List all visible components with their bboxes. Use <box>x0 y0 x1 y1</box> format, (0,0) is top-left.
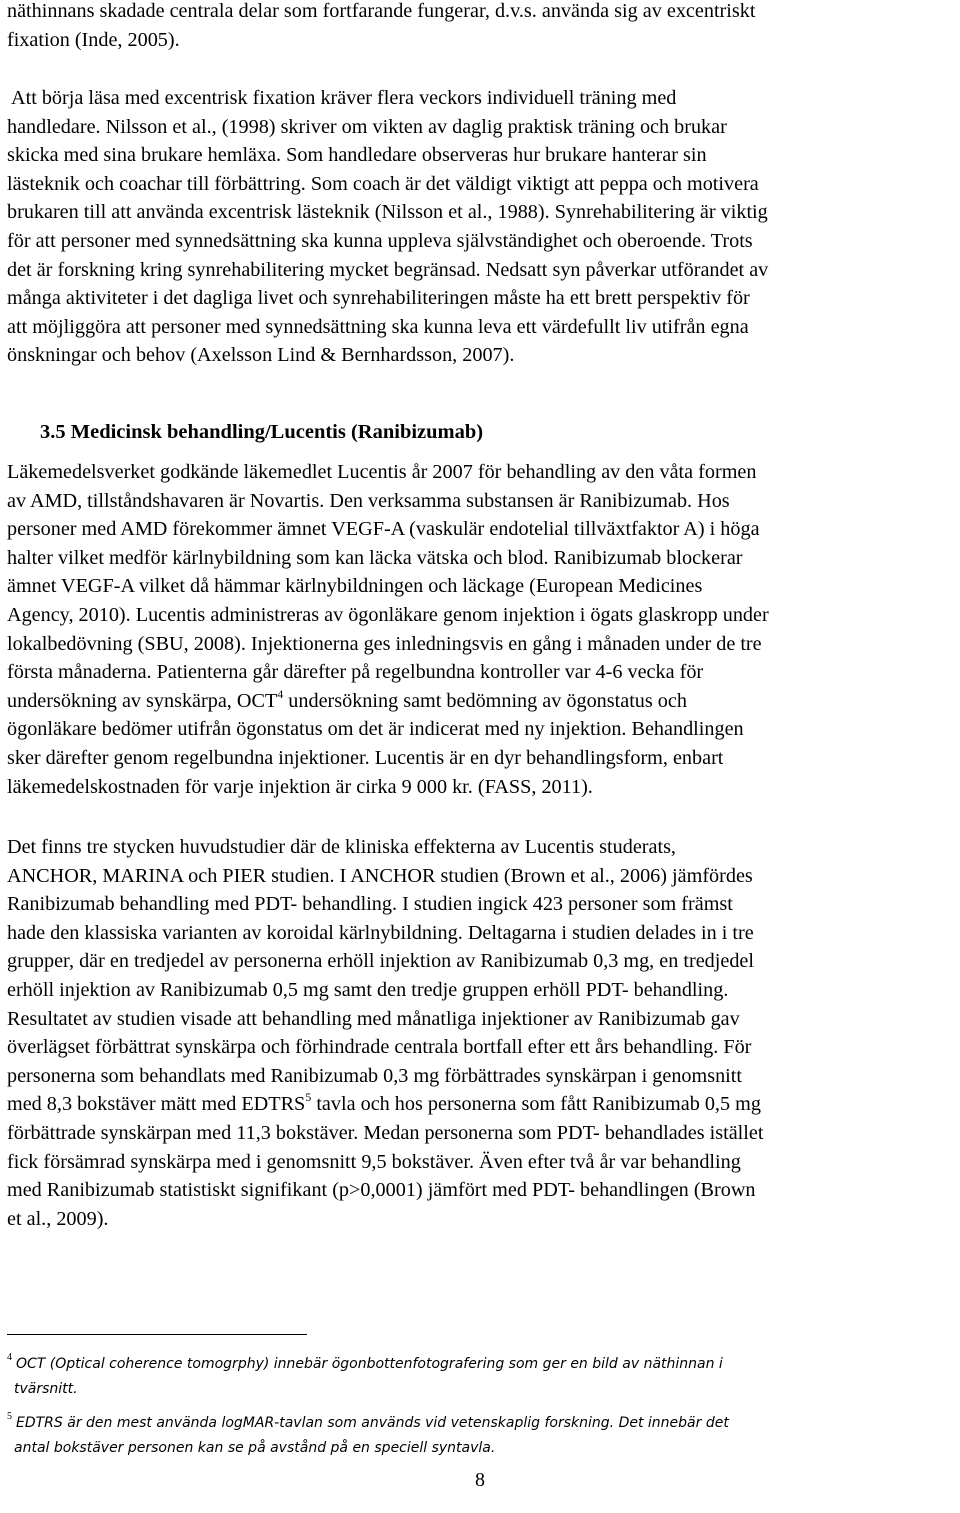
text-line: för att personer med synnedsättning ska kunna uppleva självständighet och oberoende. Trots <box>7 229 753 252</box>
text-line: sker därefter genom regelbundna injektioner. Lucentis är en dyr behandlingsform, enbart <box>7 746 724 769</box>
text-line: av AMD, tillståndshavaren är Novartis. Den verksamma substansen är Ranibizumab. Hos <box>7 489 730 512</box>
text-line: fick försämrad synskärpa med i genomsnitt 9,5 bokstäver. Även efter två år var behandling <box>7 1150 741 1173</box>
footnote-ref-4[interactable]: 4 <box>277 686 284 701</box>
text-line: handledare. Nilsson et al., (1998) skriver om vikten av daglig praktisk träning och brukar <box>7 115 727 138</box>
text-fragment: med 8,3 bokstäver mätt med EDTRS <box>7 1093 306 1116</box>
footnote-line: tvärsnitt. <box>14 1381 78 1397</box>
text-line: att möjliggöra att personer med synnedsättning ska kunna leva ett värdefullt liv utifrån egna <box>7 315 749 338</box>
text-line: med Ranibizumab statistiskt signifikant (p>0,0001) jämfört med PDT- behandlingen (Brown <box>7 1179 756 1202</box>
text-line: förbättrade synskärpan med 11,3 bokstäver. Medan personerna som PDT- behandlades istället <box>7 1121 764 1144</box>
footnote-text: OCT (Optical coherence tomogrphy) innebär ögonbottenfotografering som ger en bild av näthinnan i <box>16 1356 723 1372</box>
text-line: ANCHOR, MARINA och PIER studien. I ANCHOR studien (Brown et al., 2006) jämfördes <box>7 864 753 887</box>
text-line: personerna som behandlats med Ranibizumab 0,3 mg förbättrades synskärpan i genomsnitt <box>7 1064 742 1087</box>
text-line: grupper, där en tredjedel av personerna erhöll injektion av Ranibizumab 0,3 mg, en tredjedel <box>7 950 754 973</box>
text-line: ämnet VEGF-A vilket då hämmar kärlnybildningen och läckage (European Medicines <box>7 575 703 598</box>
paragraph-studies <box>7 833 763 1233</box>
text-line: halter vilket medför kärlnybildning som kan läcka vätska och blod. Ranibizumab blockerar <box>7 546 743 569</box>
text-line: Att börja läsa med excentrisk fixation kräver flera veckors individuell träning med <box>11 87 677 109</box>
footnote-separator <box>7 1334 307 1335</box>
footnote-line <box>7 1411 729 1436</box>
text-line: brukaren till att använda excentrisk lästeknik (Nilsson et al., 1988). Synrehabilitering är viktig <box>7 201 768 224</box>
text-line: et al., 2009). <box>7 1207 109 1230</box>
text-line: fixation (Inde, 2005). <box>7 28 180 51</box>
section-heading: 3.5 Medicinsk behandling/Lucentis (Ranibizumab) <box>40 421 484 443</box>
footnote-line: antal bokstäver personen kan se på avstånd på en speciell syntavla. <box>14 1440 496 1456</box>
footnote-marker: 5 <box>7 1411 12 1422</box>
text-line: Det finns tre stycken huvudstudier där de kliniska effekterna av Lucentis studerats, <box>7 836 676 858</box>
text-line: många aktiviteter i det dagliga livet och synrehabiliteringen måste ha ett brett perspektiv för <box>7 287 750 310</box>
text-line: läkemedelskostnaden för varje injektion är cirka 9 000 kr. (FASS, 2011). <box>7 775 593 798</box>
footnote-line <box>7 1352 723 1377</box>
footnote-marker: 4 <box>7 1352 12 1363</box>
text-line: erhöll injektion av Ranibizumab 0,5 mg samt den tredje gruppen erhöll PDT- behandling. <box>7 978 729 1001</box>
text-line: överlägset förbättrat synskärpa och förhindrade centrala bortfall efter ett års behandling. För <box>7 1036 752 1059</box>
text-line-with-footnote <box>7 687 769 716</box>
text-line: Resultatet av studien visade att behandling med månatliga injektioner av Ranibizumab gav <box>7 1007 740 1030</box>
text-fragment: undersökning av synskärpa, OCT <box>7 689 278 712</box>
text-line-with-footnote <box>7 1090 763 1119</box>
footnote-text: EDTRS är den mest använda logMAR-tavlan som används vid vetenskaplig forskning. Det innebär det <box>16 1415 729 1431</box>
text-line: skicka med sina brukare hemläxa. Som handledare observeras hur brukare hanterar sin <box>7 144 707 167</box>
paragraph-continued <box>7 0 755 54</box>
text-line: näthinnans skadade centrala delar som fortfarande fungerar, d.v.s. använda sig av excentriskt <box>7 0 756 22</box>
text-line: Läkemedelsverket godkände läkemedlet Lucentis år 2007 för behandling av den våta formen <box>7 461 757 483</box>
text-line: Agency, 2010). Lucentis administreras av ögonläkare genom injektion i ögats glaskropp under <box>7 603 769 626</box>
text-line: ögonläkare bedömer utifrån ögonstatus om det är indicerat med ny injektion. Behandlingen <box>7 718 744 741</box>
text-line: lokalbedövning (SBU, 2008). Injektionerna ges inledningsvis en gång i månaden under de tre <box>7 632 762 655</box>
paragraph-lucentis <box>7 458 769 801</box>
text-line: önskningar och behov (Axelsson Lind & Bernhardsson, 2007). <box>7 344 515 367</box>
footnote-5 <box>7 1411 729 1461</box>
footnote-4 <box>7 1352 723 1402</box>
text-fragment: undersökning samt bedömning av ögonstatus och <box>283 689 687 712</box>
footnote-ref-5[interactable]: 5 <box>305 1090 312 1105</box>
text-line: hade den klassiska varianten av koroidal kärlnybildning. Deltagarna i studien delades in i tre <box>7 921 754 944</box>
text-fragment: tavla och hos personerna som fått Ranibizumab 0,5 mg <box>311 1093 761 1116</box>
text-line: första månaderna. Patienterna går därefter på regelbundna kontroller var 4-6 vecka för <box>7 661 704 684</box>
text-line: lästeknik och coachar till förbättring. Som coach är det väldigt viktigt att peppa och motivera <box>7 172 759 195</box>
paragraph-eccentric-fixation <box>7 84 768 370</box>
page-number: 8 <box>475 1469 485 1491</box>
text-line: personer med AMD förekommer ämnet VEGF-A (vaskulär endotelial tillväxtfaktor A) i höga <box>7 518 760 541</box>
text-line: Ranibizumab behandling med PDT- behandling. I studien ingick 423 personer som främst <box>7 893 733 916</box>
text-line: det är forskning kring synrehabilitering mycket begränsad. Nedsatt syn påverkar utförandet av <box>7 258 769 281</box>
